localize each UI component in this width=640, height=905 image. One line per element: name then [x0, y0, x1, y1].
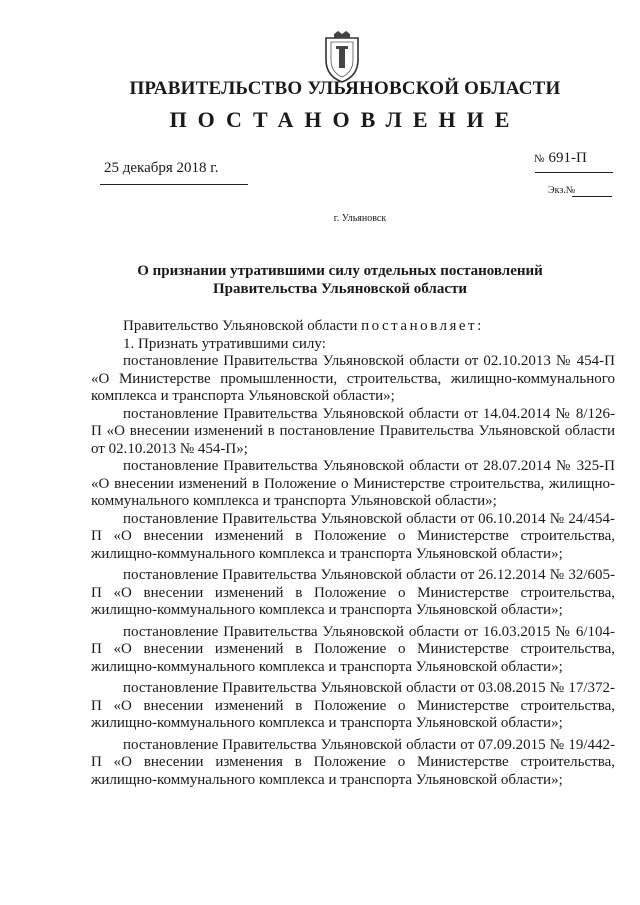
document-date: 25 декабря 2018 г. [104, 160, 219, 176]
list-item: постановление Правительства Ульяновской области от 16.03.2015 № 6/104-П «О внесении изменений в Положение о Министерстве строительства, жилищно-коммунального комплекса и транспорта Ульяновской области»; [91, 623, 615, 675]
preamble-start: Правительство Ульяновской области [123, 318, 358, 334]
item-1: 1. Признать утратившими силу: [123, 335, 326, 352]
document-type: ПОСТАНОВЛЕНИЕ [169, 107, 521, 132]
date-underline [100, 184, 248, 185]
list-item: постановление Правительства Ульяновской области от 07.09.2015 № 19/442-П «О внесении изменения в Положение о Министерстве строительства, жилищно-коммунального комплекса и транспорта Ульяновской области»; [91, 736, 615, 788]
subject-line-1: О признании утратившими силу отдельных постановлений [137, 263, 543, 279]
list-item: постановление Правительства Ульяновской области от 14.04.2014 № 8/126-П «О внесении изменений в постановление Правительства Ульяновской области от 02.10.2013 № 454-П»; [91, 405, 615, 457]
document-number [534, 150, 587, 167]
preamble-verb: постановляет: [361, 318, 484, 334]
copy-underline [572, 196, 612, 197]
number-underline [535, 172, 613, 173]
subject-line-2: Правительства Ульяновской области [212, 281, 468, 297]
list-item: постановление Правительства Ульяновской области от 26.12.2014 № 32/605-П «О внесении изменений в Положение о Министерстве строительства, жилищно-коммунального комплекса и транспорта Ульяновской области»; [91, 567, 615, 618]
number-sign: № [534, 153, 545, 165]
document-subject [120, 262, 560, 298]
document-body [91, 318, 615, 789]
preamble [91, 318, 615, 336]
number-value: 691-П [548, 150, 587, 166]
city: г. Ульяновск [333, 213, 387, 224]
list-item: постановление Правительства Ульяновской области от 03.08.2015 № 17/372-П «О внесении изменений в Положение о Министерстве строительства, жилищно-коммунального комплекса и транспорта Ульяновской области»; [91, 680, 615, 731]
copy-label: Экз.№ [548, 185, 576, 196]
list-item: постановление Правительства Ульяновской области от 06.10.2014 № 24/454-П «О внесении изменений в Положение о Министерстве строительства, жилищно-коммунального комплекса и транспорта Ульяновской области»; [91, 510, 615, 562]
government-title: ПРАВИТЕЛЬСТВО УЛЬЯНОВСКОЙ ОБЛАСТИ [129, 78, 561, 99]
list-item: постановление Правительства Ульяновской области от 28.07.2014 № 325-П «О внесении изменений в Положение о Министерстве строительства, жилищно-коммунального комплекса и транспорта Ульяновской области»; [91, 458, 615, 509]
list-item: постановление Правительства Ульяновской области от 02.10.2013 № 454-П «О Министерстве промышленности, строительства, жилищно-коммунального комплекса и транспорта Ульяновской области»; [91, 353, 615, 404]
